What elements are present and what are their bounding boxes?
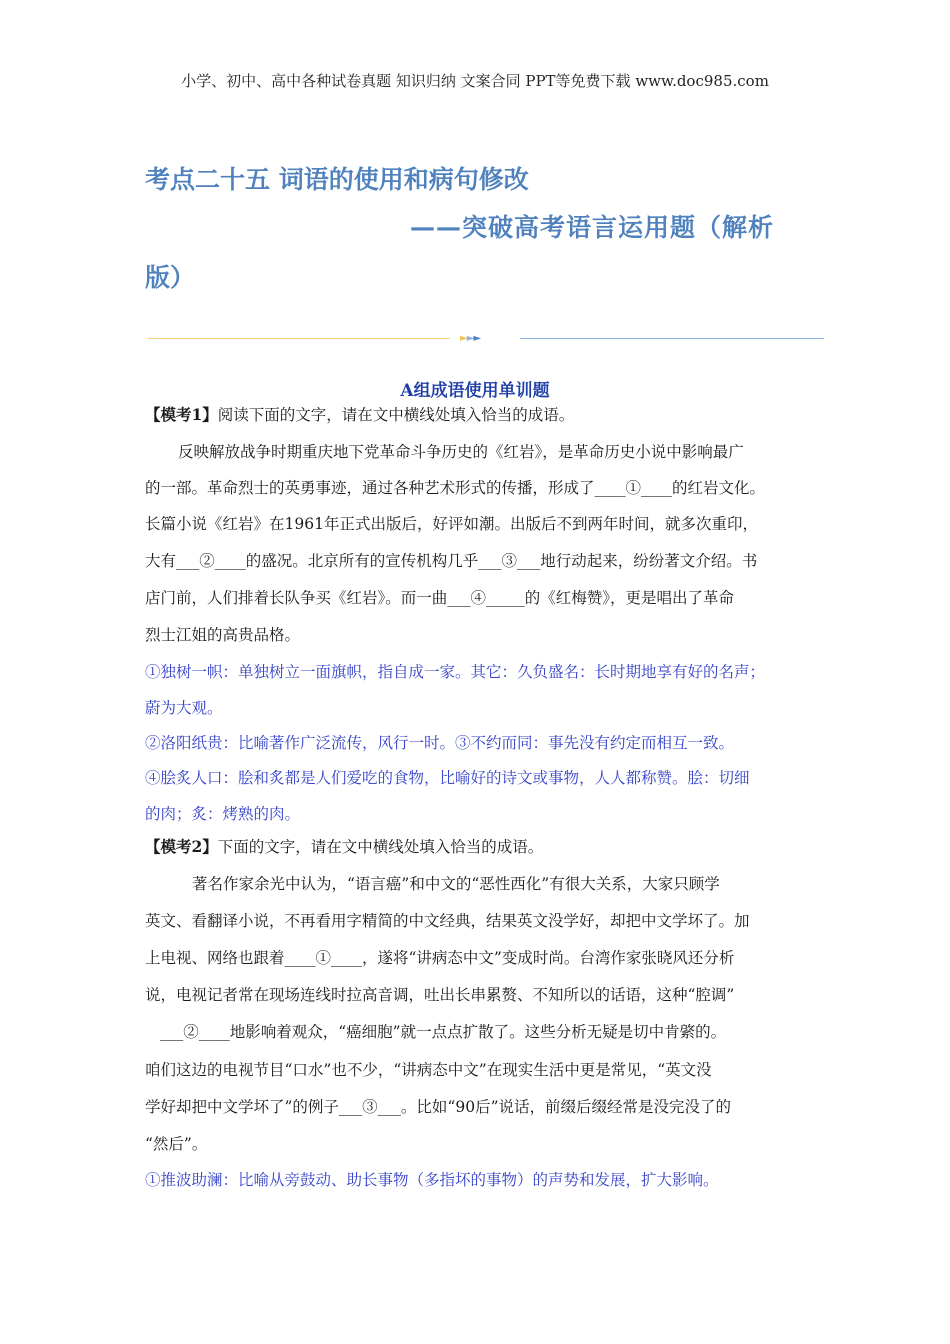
q1-answer-line: 的肉；炙：烤熟的肉。: [145, 805, 301, 823]
q2-label: 【模考2】: [145, 837, 218, 856]
q1-passage-line: 长篇小说《红岩》在1961年正式出版后，好评如潮。出版后不到两年时间，就多次重印，: [145, 515, 758, 533]
divider-left-line: [148, 338, 450, 339]
q2-passage-line: 英文、看翻译小说，不再看用字精简的中文经典，结果英文没学好，却把中文学坏了。加: [145, 912, 750, 930]
divider-arrows-icon: ►►►: [460, 333, 481, 344]
page-title-line-1: 考点二十五 词语的使用和病句修改: [145, 165, 529, 194]
q2-passage-line: “然后”。: [145, 1135, 208, 1153]
q1-passage-line: 的一部。革命烈士的英勇事迹，通过各种艺术形式的传播，形成了____①____的红岩文化。: [145, 479, 766, 497]
q2-passage-line: ___②____地影响着观众，“癌细胞”就一点点扩散了。这些分析无疑是切中肯綮的。: [160, 1023, 727, 1041]
q1-passage-line: 店门前，人们排着长队争买《红岩》。而一曲___④_____的《红梅赞》，更是唱出了革命: [145, 589, 735, 607]
section-title: A组成语使用单训题: [400, 381, 550, 401]
q1-header: [145, 403, 574, 425]
q1-prompt: 阅读下面的文字，请在文中横线处填入恰当的成语。: [217, 406, 575, 424]
q1-passage-line: 大有___②____的盛况。北京所有的宣传机构几乎___③___地行动起来，纷纷著文介绍。书: [145, 552, 758, 570]
q1-label: 【模考1】: [145, 405, 218, 424]
q1-answer-line: 蔚为大观。: [145, 699, 223, 717]
q1-answer-line: ①独树一帜：单独树立一面旗帜，指自成一家。其它：久负盛名：长时期地享有好的名声；: [145, 663, 766, 681]
title-divider: [148, 333, 824, 345]
q2-passage-line: 咱们这边的电视节目“口水”也不少，“讲病态中文”在现实生活中更是常见，“英文没: [145, 1061, 712, 1079]
q2-passage-line: 上电视、网络也跟着____①____，遂将“讲病态中文”变成时尚。台湾作家张晓风还分析: [145, 949, 735, 967]
q1-answer-line: ④脍炙人口：脍和炙都是人们爱吃的食物，比喻好的诗文或事物，人人都称赞。脍：切细: [145, 769, 750, 787]
q2-prompt: 下面的文字，请在文中横线处填入恰当的成语。: [217, 838, 544, 856]
q2-answer-line: ①推波助澜：比喻从旁鼓动、助长事物（多指坏的事物）的声势和发展，扩大影响。: [145, 1171, 719, 1189]
q2-passage-line: 学好却把中文学坏了”的例子___③___。比如“90后”说话，前缀后缀经常是没完没了的: [145, 1098, 731, 1116]
q2-header: [145, 835, 543, 857]
q1-answer-line: ②洛阳纸贵：比喻著作广泛流传，风行一时。③不约而同：事先没有约定而相互一致。: [145, 734, 735, 752]
q1-passage-line: 烈士江姐的高贵品格。: [145, 626, 301, 644]
page-title-line-2: ——突破高考语言运用题（解析: [410, 213, 775, 242]
divider-right-line: [520, 338, 824, 339]
q2-passage-line: 说，电视记者常在现场连线时拉高音调，吐出长串累赘、不知所以的话语，这种“腔调”: [145, 986, 735, 1004]
q2-passage-line: 著名作家余光中认为，“语言癌”和中文的“恶性西化”有很大关系，大家只顾学: [192, 875, 720, 893]
page-title-line-3: 版）: [145, 263, 196, 292]
site-header: 小学、初中、高中各种试卷真题 知识归纳 文案合同 PPT等免费下载 www.doc985.com: [181, 72, 769, 90]
q1-passage-line: 反映解放战争时期重庆地下党革命斗争历史的《红岩》，是革命历史小说中影响最广: [178, 443, 744, 461]
